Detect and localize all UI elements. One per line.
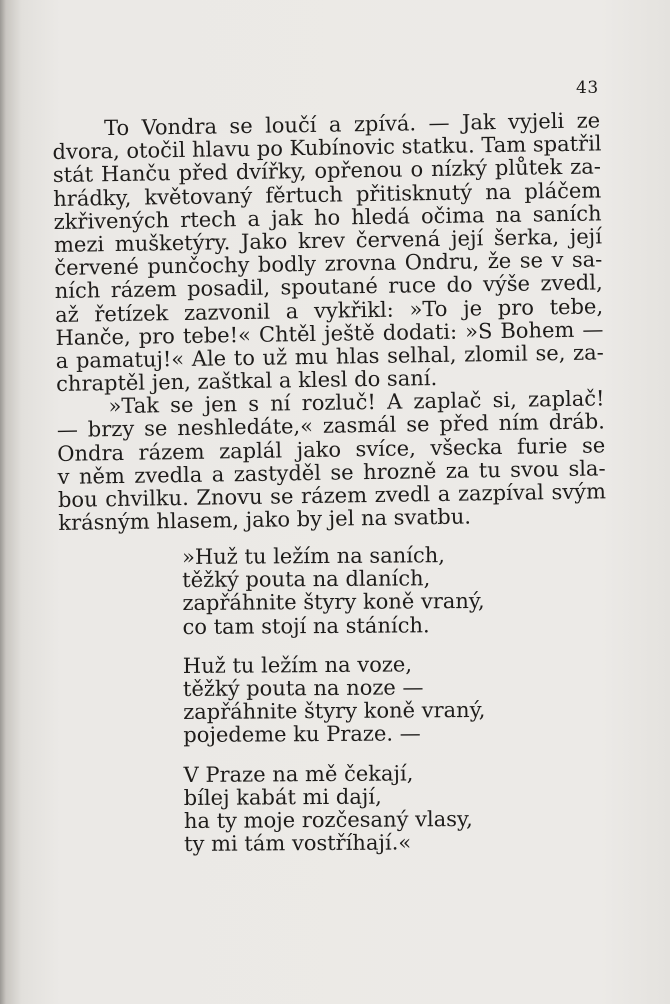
prose-line: To Vondra se loučí a zpívá. — Jak vyjeli ze [103,108,601,141]
prose-line: Hanče, pro tebe!« Chtěl ještě dodati: »S Bohem — [55,317,604,350]
poem-verse: zapřáhnite štyry koně vraný, [182,589,485,616]
prose-line: chraptěl jen, zaštkal a klesl do saní. [55,366,438,397]
prose-line: krásným hlasem, jako by jel na svatbu. [58,504,472,536]
poem-verse: »Huž tu ležím na saních, [181,543,445,569]
prose-line: mezi mušketýry. Jako krev červená její šerka, její [53,224,603,257]
prose-line: »Tak se jen s ní rozluč! A zaplač si, zaplač! [108,386,605,419]
prose-line: v něm zvedla a zastyděl se hrozně za tu svou sla- [57,456,606,489]
poem-stanza [184,761,487,856]
poem-stanza [182,544,485,639]
prose-line: až řetízek zazvonil a vykřikl: »To je pro tebe, [54,293,604,327]
prose-line: hrádky, květovaný fěrtuch přitisknutý na pláčem [53,177,602,211]
poem-verse: Huž tu ležím na voze, [182,652,413,678]
page-number: 43 [576,78,599,98]
prose-line: Ondra rázem zaplál jako svíce, všecka furie se [57,432,606,466]
poem-verse: co tam stojí na stáních. [182,612,430,639]
poem-verse: těžký pouta na noze — [182,675,424,701]
poem-verse: ha ty moje rozčesaný vlasy, [183,806,473,833]
prose-line: červené punčochy bodly zrovna Ondru, že se v sa- [54,247,603,281]
prose-line: ních rázem posadil, spoutané ruce do výše zvedl, [54,270,603,304]
poem-verse: zapřáhnite štyry koně vraný, [183,698,486,725]
poem-verse: těžký pouta na dlaních, [182,566,431,593]
prose-line: dvora, otočil hlavu po Kubínovic statku. Tam spatřil [52,131,602,165]
prose-block [52,109,606,535]
prose-line: stát Hanču před dvířky, opřenou o nízký plůtek za- [52,154,602,188]
prose-line: a pamatuj!« Ale to už mu hlas selhal, zlomil se, za- [55,340,604,373]
poem-verse: V Praze na mě čekají, [183,760,414,787]
poem-stanza [183,653,486,748]
poem-verse: bílej kabát mi dají, [183,784,382,810]
prose-line: — brzy se neshledáte,« zasmál se před ním dráb. [56,409,606,443]
poem-block [182,544,487,872]
poem-verse: ty mi tám vostříhají.« [183,830,412,857]
prose-line: zkřivených rtech a jak ho hledá očima na saních [53,201,602,234]
prose-line: bou chvilku. Znovu se rázem zvedl a zazpíval svým [57,479,607,512]
poem-verse: pojedeme ku Praze. — [183,721,421,748]
